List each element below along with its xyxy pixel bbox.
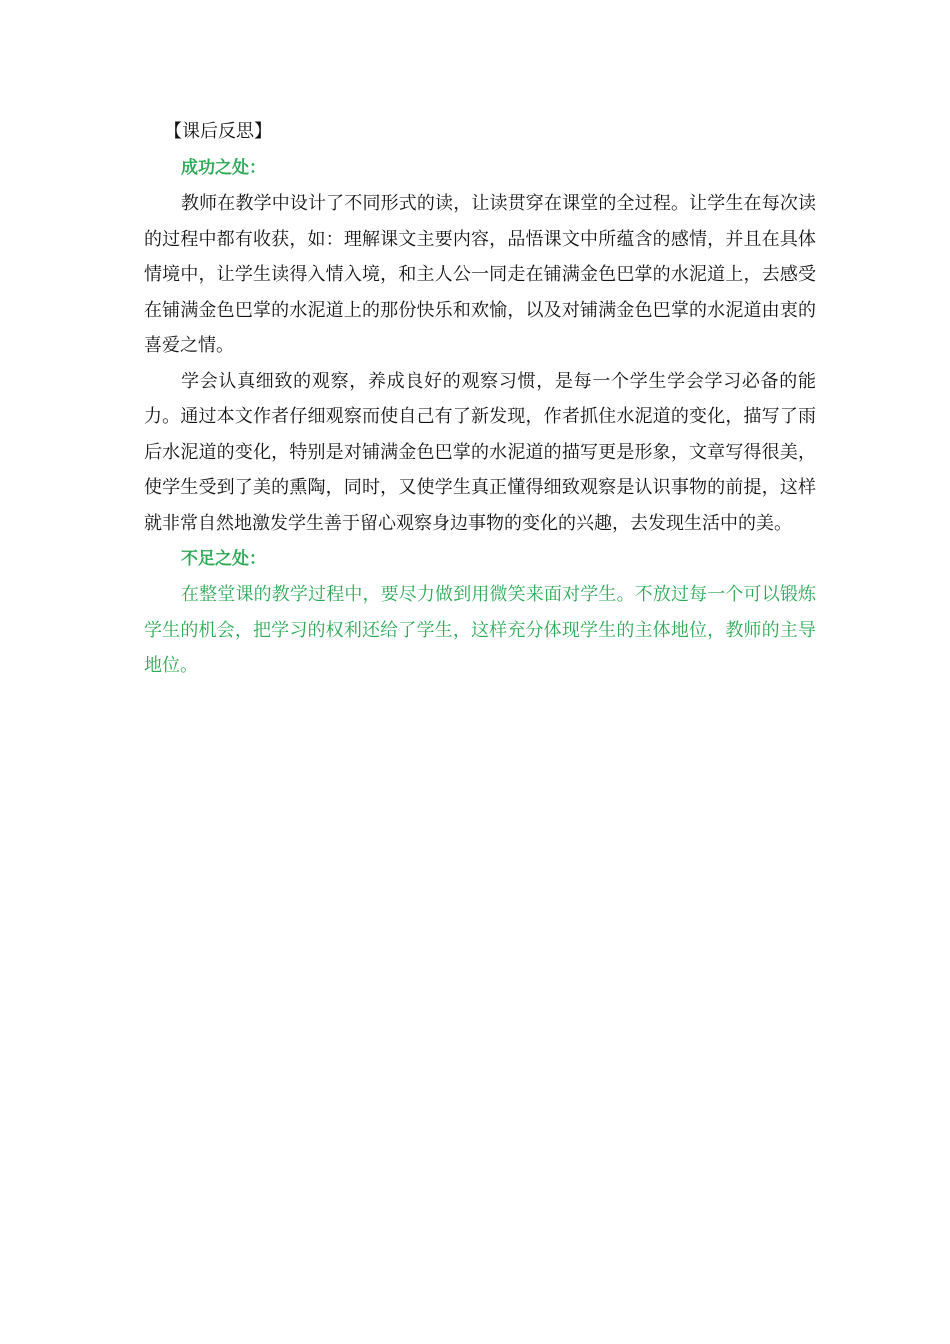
shortcoming-heading: 不足之处：	[181, 549, 266, 569]
document-content	[144, 114, 816, 684]
shortcoming-paragraph-1: 在整堂课的教学过程中，要尽力做到用微笑来面对学生。不放过每一个可以锻炼学生的机会，把学习的权利还给了学生，这样充分体现学生的主体地位，教师的主导地位。	[144, 584, 816, 676]
success-paragraph-2: 学会认真细致的观察，养成良好的观察习惯，是每一个学生学会学习必备的能力。通过本文作者仔细观察而使自己有了新发现，作者抓住水泥道的变化，描写了雨后水泥道的变化，特别是对铺满金色巴掌的水泥道的描写更是形象，文章写得很美，使学生受到了美的熏陶，同时，又使学生真正懂得细致观察是认识事物的前提，这样就非常自然地激发学生善于留心观察身边事物的变化的兴趣，去发现生活中的美。	[144, 370, 816, 534]
success-paragraph-1: 教师在教学中设计了不同形式的读，让读贯穿在课堂的全过程。让学生在每次读的过程中都有收获，如：理解课文主要内容，品悟课文中所蕴含的感情，并且在具体情境中，让学生读得入情入境，和主人公一同走在铺满金色巴掌的水泥道上，去感受在铺满金色巴掌的水泥道上的那份快乐和欢愉，以及对铺满金色巴掌的水泥道由衷的喜爱之情。	[144, 193, 816, 356]
success-heading: 成功之处：	[181, 158, 266, 178]
section-title: 【课后反思】	[164, 121, 272, 142]
